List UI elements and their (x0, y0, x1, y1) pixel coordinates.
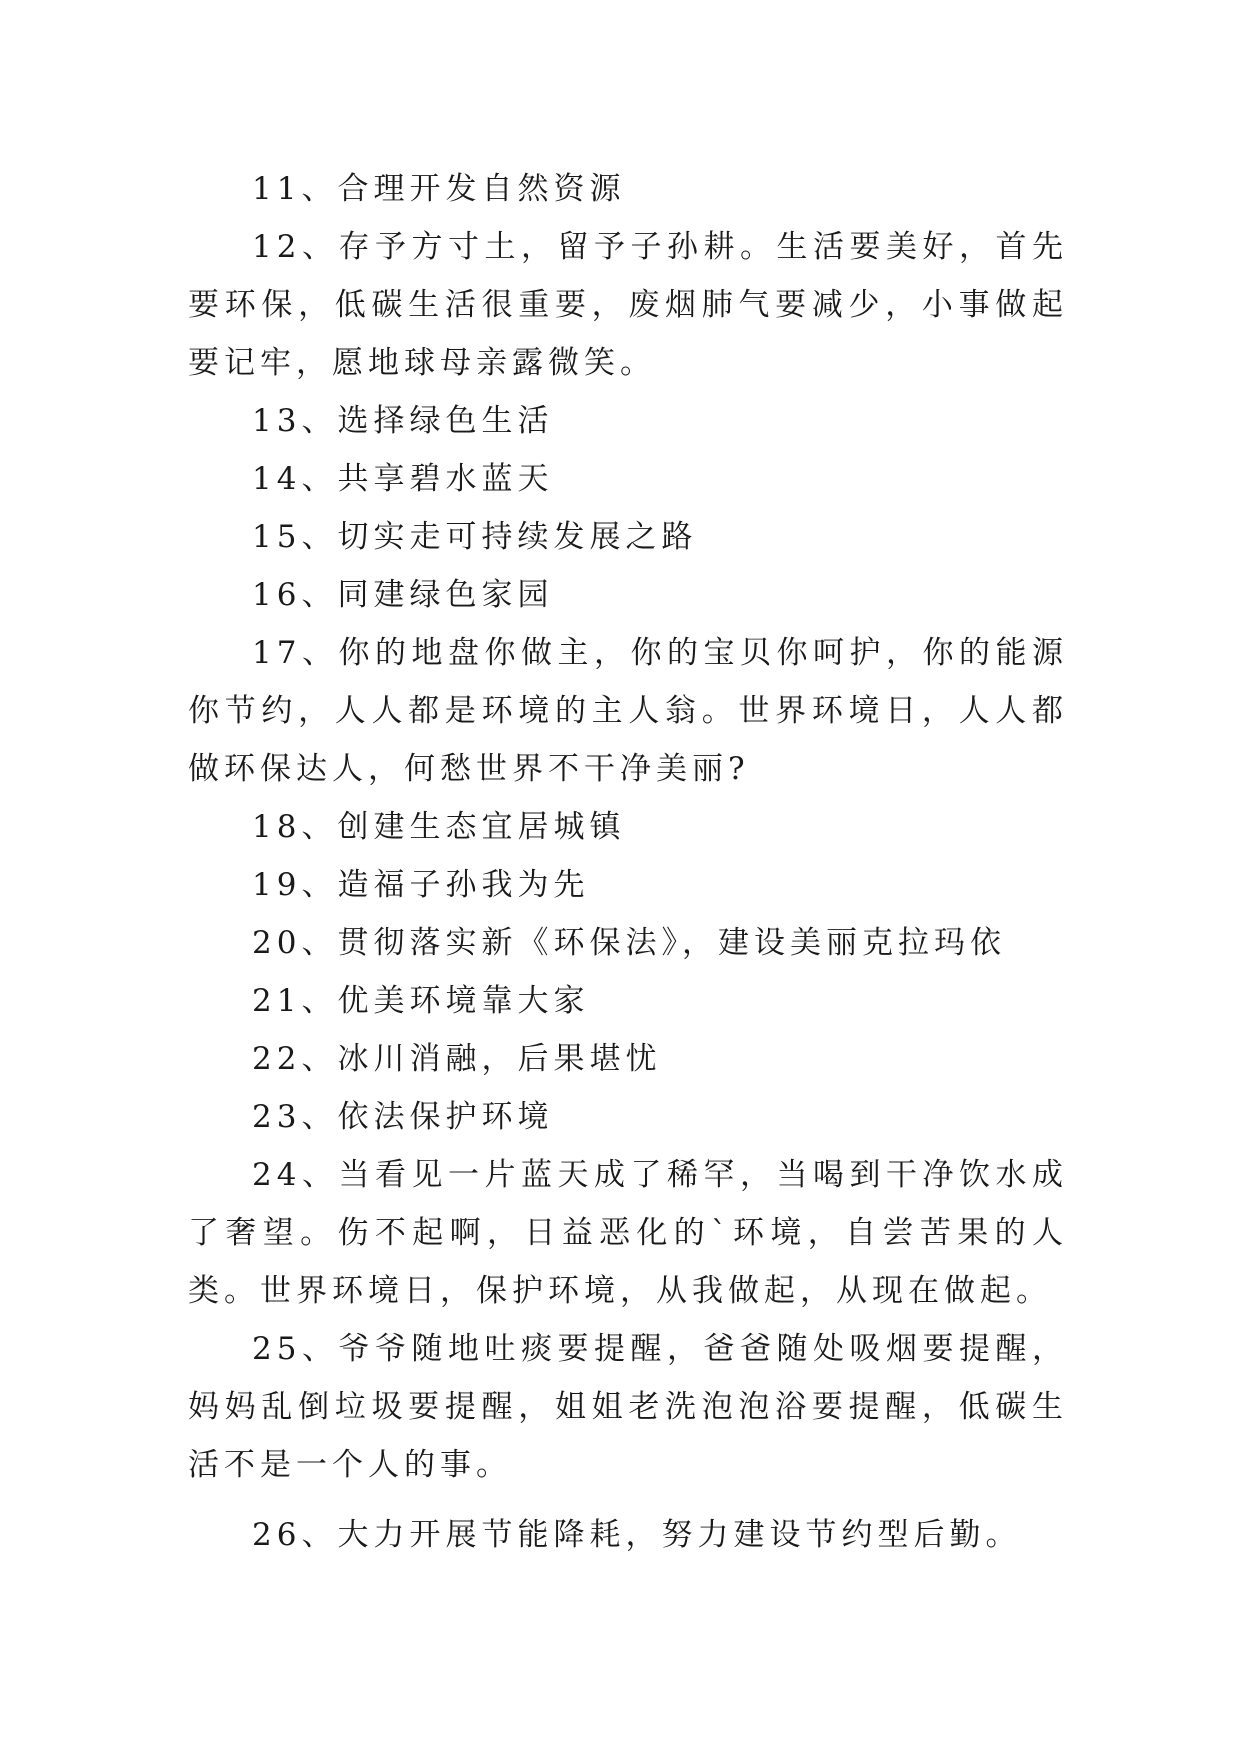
paragraph-19: 19、造福子孙我为先 (252, 867, 590, 903)
paragraph-11: 11、合理开发自然资源 (252, 171, 626, 207)
paragraph-18: 18、创建生态宜居城镇 (252, 809, 626, 845)
paragraph-21: 21、优美环境靠大家 (252, 983, 590, 1019)
paragraph-17: 17、你的地盘你做主，你的宝贝你呵护，你的能源你节约，人人都是环境的主人翁。世界环境日，人人都做环保达人，何愁世界不干净美丽? (188, 635, 1068, 787)
paragraph-14: 14、共享碧水蓝天 (252, 461, 554, 497)
paragraph-16: 16、同建绿色家园 (252, 577, 554, 613)
paragraph-20: 20、贯彻落实新《环保法》，建设美丽克拉玛依 (252, 925, 1006, 961)
paragraph-15: 15、切实走可持续发展之路 (252, 519, 698, 555)
paragraph-24: 24、当看见一片蓝天成了稀罕，当喝到干净饮水成了奢望。伤不起啊，日益恶化的`环境，自尝苦果的人类。世界环境日，保护环境，从我做起，从现在做起。 (188, 1157, 1068, 1309)
paragraph-25: 25、爷爷随地吐痰要提醒，爸爸随处吸烟要提醒，妈妈乱倒垃圾要提醒，姐姐老洗泡泡浴要提醒，低碳生活不是一个人的事。 (188, 1331, 1068, 1483)
paragraph-13: 13、选择绿色生活 (252, 403, 554, 439)
paragraph-12: 12、存予方寸土，留予子孙耕。生活要美好，首先要环保，低碳生活很重要，废烟肺气要减少，小事做起要记牢，愿地球母亲露微笑。 (188, 229, 1068, 381)
paragraph-22: 22、冰川消融，后果堪忧 (252, 1041, 662, 1077)
paragraph-26: 26、大力开展节能降耗，努力建设节约型后勤。 (252, 1517, 1022, 1553)
document-body (188, 160, 1068, 1564)
paragraph-23: 23、依法保护环境 (252, 1099, 554, 1135)
